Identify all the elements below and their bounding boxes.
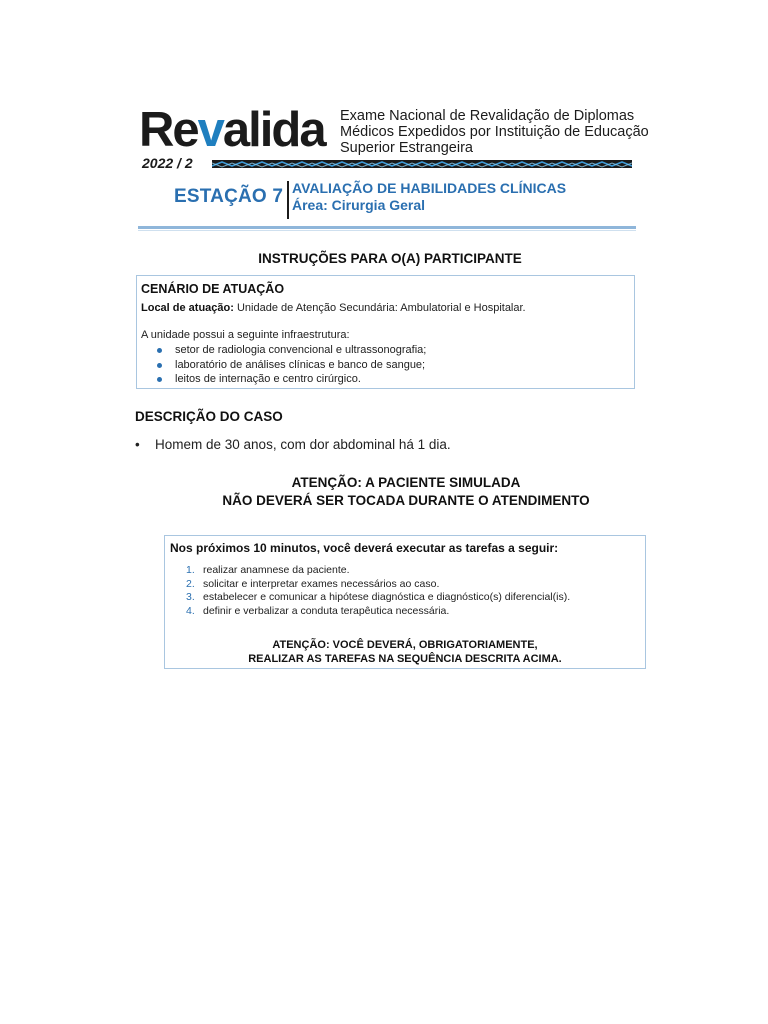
- exam-title-line: Médicos Expedidos por Instituição de Educação: [340, 124, 649, 140]
- tasks-note-line-1: ATENÇÃO: VOCÊ DEVERÁ, OBRIGATORIAMENTE,: [272, 639, 538, 651]
- location-value: Unidade de Atenção Secundária: Ambulatorial e Hospitalar.: [233, 302, 526, 314]
- task-number: 3.: [186, 591, 195, 603]
- edition-label: 2022 / 2: [142, 155, 193, 171]
- station-number: ESTAÇÃO 7: [174, 186, 284, 207]
- evaluation-title: AVALIAÇÃO DE HABILIDADES CLÍNICAS: [292, 180, 567, 196]
- infrastructure-intro: A unidade possui a seguinte infraestrutura:: [141, 329, 350, 341]
- infra-item-text: setor de radiologia convencional e ultrassonografia;: [175, 344, 427, 356]
- list-item: [186, 591, 570, 605]
- logo-prefix: Re: [139, 103, 198, 157]
- list-item: [157, 343, 426, 358]
- decorative-wave-bar: [212, 160, 632, 168]
- task-number: 2.: [186, 577, 195, 590]
- revalida-logo: [139, 102, 325, 158]
- list-item: [186, 578, 570, 592]
- warning-line-1: ATENÇÃO: A PACIENTE SIMULADA: [291, 475, 521, 490]
- case-title: DESCRIÇÃO DO CASO: [135, 409, 283, 424]
- task-text: estabelecer e comunicar a hipótese diagnóstica e diagnóstico(s) diferencial(is).: [203, 591, 571, 603]
- bullet-icon: •: [135, 437, 140, 452]
- scenario-location: [141, 302, 526, 314]
- list-item: [186, 564, 570, 578]
- infra-item-text: laboratório de análises clínicas e banco de sangue;: [175, 358, 426, 371]
- instructions-title: INSTRUÇÕES PARA O(A) PARTICIPANTE: [258, 251, 522, 266]
- infrastructure-list: [157, 343, 426, 387]
- list-item: [186, 605, 570, 619]
- logo-suffix: alida: [222, 103, 325, 157]
- warning-line-2: NÃO DEVERÁ SER TOCADA DURANTE O ATENDIMENTO: [222, 493, 590, 508]
- logo-accent: v: [197, 103, 223, 157]
- task-text: definir e verbalizar a conduta terapêutica necessária.: [203, 604, 450, 617]
- task-number: 1.: [186, 564, 195, 576]
- case-description-text: Homem de 30 anos, com dor abdominal há 1 dia.: [155, 437, 451, 452]
- tasks-list: [186, 564, 570, 618]
- task-text: solicitar e interpretar exames necessários ao caso.: [203, 577, 440, 590]
- task-number: 4.: [186, 604, 195, 617]
- exam-title-line: Superior Estrangeira: [340, 140, 473, 156]
- task-text: realizar anamnese da paciente.: [203, 564, 350, 576]
- bullet-icon: [157, 377, 162, 382]
- area-label: Área: Cirurgia Geral: [292, 197, 426, 213]
- header-rule: [138, 226, 636, 229]
- list-item: [157, 358, 426, 373]
- station-divider: [287, 181, 289, 219]
- list-item: [157, 372, 426, 387]
- header-rule-thin: [138, 230, 636, 231]
- bullet-icon: [157, 348, 162, 353]
- bullet-icon: [157, 363, 162, 368]
- exam-title: [340, 108, 649, 156]
- station-info: [292, 180, 566, 214]
- scenario-heading: CENÁRIO DE ATUAÇÃO: [141, 282, 285, 296]
- exam-title-line: Exame Nacional de Revalidação de Diplomas: [340, 108, 635, 124]
- tasks-note-line-2: REALIZAR AS TAREFAS NA SEQUÊNCIA DESCRITA ACIMA.: [248, 653, 562, 665]
- location-label: Local de atuação:: [141, 302, 234, 314]
- case-description: [135, 437, 451, 452]
- tasks-heading: Nos próximos 10 minutos, você deverá executar as tarefas a seguir:: [170, 541, 559, 555]
- infra-item-text: leitos de internação e centro cirúrgico.: [175, 373, 361, 385]
